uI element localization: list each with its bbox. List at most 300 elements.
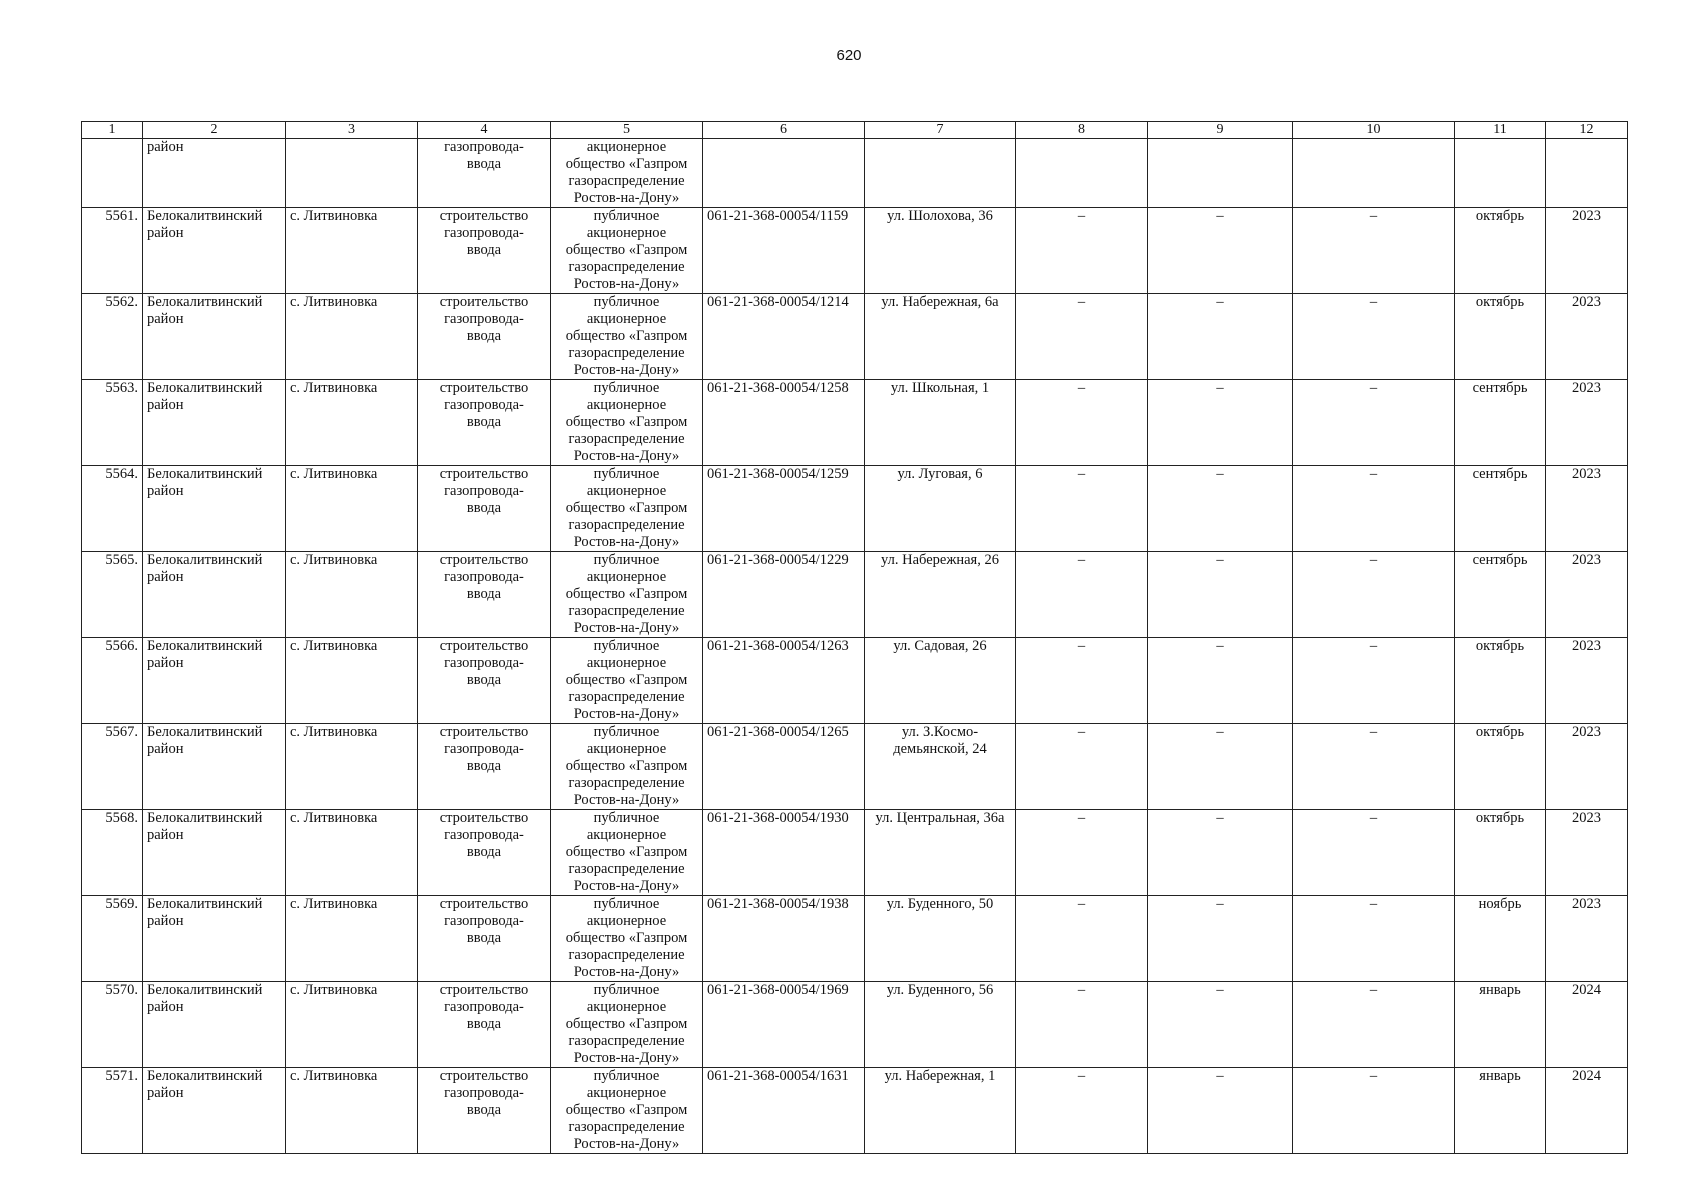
cell-year: 2023 xyxy=(1546,552,1628,638)
cell-organization xyxy=(551,208,703,294)
cell-col8: – xyxy=(1016,724,1148,810)
cell-organization xyxy=(551,1068,703,1154)
cell-month xyxy=(1455,139,1546,208)
cell-line: Ростов-на-Дону» xyxy=(573,878,680,894)
cell-line: ввода xyxy=(466,1102,502,1118)
cell-work xyxy=(418,139,551,208)
cell-line: район xyxy=(147,741,184,757)
cell-line: район xyxy=(147,397,184,413)
cell-number: 5569. xyxy=(82,896,143,982)
cell-line: публичное xyxy=(593,810,660,826)
cell-col9 xyxy=(1148,139,1293,208)
cell-line: строительство xyxy=(439,638,529,654)
column-header: 10 xyxy=(1293,122,1455,139)
cell-line: район xyxy=(147,311,184,327)
column-header: 3 xyxy=(286,122,418,139)
cell-address xyxy=(865,638,1016,724)
cell-organization xyxy=(551,139,703,208)
cell-line: район xyxy=(147,1085,184,1101)
cell-line: ул. Шолохова, 36 xyxy=(887,208,993,224)
cell-col8: – xyxy=(1016,982,1148,1068)
cell-line: газопровода- xyxy=(444,913,524,929)
cell-number: 5564. xyxy=(82,466,143,552)
cell-col8: – xyxy=(1016,294,1148,380)
cell-locality: с. Литвиновка xyxy=(286,380,418,466)
cell-col10 xyxy=(1293,139,1455,208)
cell-col10: – xyxy=(1293,724,1455,810)
column-header: 5 xyxy=(551,122,703,139)
cell-number: 5568. xyxy=(82,810,143,896)
cell-line: акционерное xyxy=(586,483,667,499)
cell-district xyxy=(143,466,286,552)
cell-work xyxy=(418,552,551,638)
cell-line: Белокалитвинский xyxy=(147,466,263,482)
cell-line: Белокалитвинский xyxy=(147,896,263,912)
table-row xyxy=(82,294,1628,380)
cell-organization xyxy=(551,466,703,552)
cell-col9: – xyxy=(1148,208,1293,294)
cell-line: акционерное xyxy=(586,225,667,241)
cell-line: строительство xyxy=(439,208,529,224)
cell-number xyxy=(82,139,143,208)
cell-line: строительство xyxy=(439,1068,529,1084)
cell-address xyxy=(865,982,1016,1068)
cell-month: январь xyxy=(1455,982,1546,1068)
cell-year: 2023 xyxy=(1546,208,1628,294)
cell-line: ввода xyxy=(466,930,502,946)
cell-line: общество «Газпром xyxy=(565,414,688,430)
cell-line: район xyxy=(147,569,184,585)
page-number: 620 xyxy=(836,47,862,64)
cell-line: общество «Газпром xyxy=(565,242,688,258)
cell-line: газораспределение xyxy=(568,603,685,619)
cell-line: ул. З.Космо- xyxy=(901,724,979,740)
column-header: 2 xyxy=(143,122,286,139)
cell-col10: – xyxy=(1293,380,1455,466)
cell-line: Ростов-на-Дону» xyxy=(573,362,680,378)
cell-work xyxy=(418,208,551,294)
cell-line: Белокалитвинский xyxy=(147,638,263,654)
cell-col10: – xyxy=(1293,208,1455,294)
column-header: 7 xyxy=(865,122,1016,139)
cell-work xyxy=(418,896,551,982)
cell-work xyxy=(418,982,551,1068)
cell-line: общество «Газпром xyxy=(565,500,688,516)
cell-locality: с. Литвиновка xyxy=(286,724,418,810)
cell-line: ввода xyxy=(466,672,502,688)
cell-district xyxy=(143,1068,286,1154)
cell-code: 061-21-368-00054/1263 xyxy=(703,638,865,724)
cell-month: октябрь xyxy=(1455,638,1546,724)
cell-month: январь xyxy=(1455,1068,1546,1154)
cell-line: общество «Газпром xyxy=(565,1102,688,1118)
cell-col9: – xyxy=(1148,552,1293,638)
cell-col10: – xyxy=(1293,294,1455,380)
cell-line: газопровода- xyxy=(444,139,524,155)
cell-code: 061-21-368-00054/1631 xyxy=(703,1068,865,1154)
cell-district xyxy=(143,552,286,638)
cell-col9: – xyxy=(1148,810,1293,896)
cell-line: акционерное xyxy=(586,827,667,843)
column-header: 8 xyxy=(1016,122,1148,139)
cell-col10: – xyxy=(1293,1068,1455,1154)
cell-line: газопровода- xyxy=(444,397,524,413)
cell-line: ввода xyxy=(466,242,502,258)
cell-line: акционерное xyxy=(586,139,667,155)
cell-line: газопровода- xyxy=(444,225,524,241)
cell-col9: – xyxy=(1148,294,1293,380)
cell-year xyxy=(1546,139,1628,208)
cell-number: 5563. xyxy=(82,380,143,466)
cell-district xyxy=(143,982,286,1068)
cell-line: акционерное xyxy=(586,999,667,1015)
cell-line: акционерное xyxy=(586,311,667,327)
cell-col9: – xyxy=(1148,638,1293,724)
cell-line: публичное xyxy=(593,466,660,482)
cell-work xyxy=(418,724,551,810)
cell-line: Ростов-на-Дону» xyxy=(573,1050,680,1066)
cell-line: строительство xyxy=(439,724,529,740)
cell-month: октябрь xyxy=(1455,208,1546,294)
cell-line: публичное xyxy=(593,982,660,998)
cell-line: акционерное xyxy=(586,569,667,585)
cell-district xyxy=(143,810,286,896)
cell-locality: с. Литвиновка xyxy=(286,982,418,1068)
cell-line: газораспределение xyxy=(568,431,685,447)
cell-line: Белокалитвинский xyxy=(147,724,263,740)
cell-col10: – xyxy=(1293,638,1455,724)
cell-line: газопровода- xyxy=(444,741,524,757)
cell-line: строительство xyxy=(439,552,529,568)
cell-code: 061-21-368-00054/1159 xyxy=(703,208,865,294)
cell-line: газораспределение xyxy=(568,775,685,791)
cell-number: 5566. xyxy=(82,638,143,724)
table-row xyxy=(82,982,1628,1068)
cell-line: Белокалитвинский xyxy=(147,294,263,310)
cell-year: 2023 xyxy=(1546,810,1628,896)
cell-col9: – xyxy=(1148,896,1293,982)
cell-line: газораспределение xyxy=(568,1119,685,1135)
cell-line: общество «Газпром xyxy=(565,930,688,946)
cell-work xyxy=(418,1068,551,1154)
cell-district xyxy=(143,380,286,466)
table-row xyxy=(82,208,1628,294)
cell-line: Ростов-на-Дону» xyxy=(573,964,680,980)
cell-number: 5562. xyxy=(82,294,143,380)
cell-month: ноябрь xyxy=(1455,896,1546,982)
cell-district xyxy=(143,208,286,294)
cell-line: ввода xyxy=(466,500,502,516)
cell-col8: – xyxy=(1016,552,1148,638)
cell-line: Белокалитвинский xyxy=(147,380,263,396)
table-row xyxy=(82,1068,1628,1154)
cell-col8: – xyxy=(1016,1068,1148,1154)
cell-line: район xyxy=(147,139,184,155)
cell-organization xyxy=(551,294,703,380)
cell-number: 5565. xyxy=(82,552,143,638)
cell-line: строительство xyxy=(439,466,529,482)
cell-code: 061-21-368-00054/1930 xyxy=(703,810,865,896)
cell-year: 2023 xyxy=(1546,724,1628,810)
cell-line: строительство xyxy=(439,896,529,912)
cell-work xyxy=(418,638,551,724)
cell-line: публичное xyxy=(593,1068,660,1084)
column-header: 9 xyxy=(1148,122,1293,139)
table-row xyxy=(82,380,1628,466)
cell-code: 061-21-368-00054/1265 xyxy=(703,724,865,810)
cell-code: 061-21-368-00054/1229 xyxy=(703,552,865,638)
cell-line: ул. Садовая, 26 xyxy=(893,638,987,654)
cell-line: демьянской, 24 xyxy=(893,741,987,757)
cell-organization xyxy=(551,982,703,1068)
cell-line: Белокалитвинский xyxy=(147,552,263,568)
cell-line: ввода xyxy=(466,844,502,860)
cell-line: район xyxy=(147,483,184,499)
cell-address xyxy=(865,294,1016,380)
cell-code: 061-21-368-00054/1259 xyxy=(703,466,865,552)
cell-line: газопровода- xyxy=(444,311,524,327)
cell-address xyxy=(865,466,1016,552)
cell-line: строительство xyxy=(439,810,529,826)
cell-month: сентябрь xyxy=(1455,466,1546,552)
cell-year: 2023 xyxy=(1546,294,1628,380)
cell-col9: – xyxy=(1148,466,1293,552)
cell-line: Белокалитвинский xyxy=(147,1068,263,1084)
cell-col10: – xyxy=(1293,552,1455,638)
cell-col9: – xyxy=(1148,724,1293,810)
cell-line: ввода xyxy=(466,758,502,774)
cell-line: ул. Набережная, 26 xyxy=(881,552,999,568)
cell-work xyxy=(418,810,551,896)
cell-col8: – xyxy=(1016,638,1148,724)
column-header: 11 xyxy=(1455,122,1546,139)
cell-line: Ростов-на-Дону» xyxy=(573,706,680,722)
cell-line: ул. Луговая, 6 xyxy=(897,466,983,482)
cell-line: Белокалитвинский xyxy=(147,982,263,998)
cell-year: 2024 xyxy=(1546,1068,1628,1154)
cell-line: газопровода- xyxy=(444,655,524,671)
cell-col8: – xyxy=(1016,208,1148,294)
cell-code: 061-21-368-00054/1258 xyxy=(703,380,865,466)
cell-year: 2023 xyxy=(1546,380,1628,466)
cell-district xyxy=(143,139,286,208)
cell-line: публичное xyxy=(593,380,660,396)
cell-line: ул. Буденного, 50 xyxy=(886,896,994,912)
cell-work xyxy=(418,380,551,466)
cell-district xyxy=(143,896,286,982)
cell-locality: с. Литвиновка xyxy=(286,638,418,724)
cell-number: 5567. xyxy=(82,724,143,810)
cell-locality: с. Литвиновка xyxy=(286,1068,418,1154)
cell-organization xyxy=(551,380,703,466)
cell-col10: – xyxy=(1293,810,1455,896)
cell-line: ул. Центральная, 36а xyxy=(875,810,1005,826)
cell-year: 2024 xyxy=(1546,982,1628,1068)
cell-line: ввода xyxy=(466,156,502,172)
cell-year: 2023 xyxy=(1546,466,1628,552)
cell-line: газопровода- xyxy=(444,999,524,1015)
cell-line: газопровода- xyxy=(444,483,524,499)
cell-line: публичное xyxy=(593,552,660,568)
cell-line: публичное xyxy=(593,208,660,224)
table-row xyxy=(82,552,1628,638)
cell-district xyxy=(143,638,286,724)
cell-line: ул. Набережная, 6а xyxy=(881,294,999,310)
cell-line: газопровода- xyxy=(444,569,524,585)
cell-line: Ростов-на-Дону» xyxy=(573,448,680,464)
cell-work xyxy=(418,294,551,380)
cell-organization xyxy=(551,810,703,896)
cell-organization xyxy=(551,638,703,724)
cell-work xyxy=(418,466,551,552)
cell-col9: – xyxy=(1148,982,1293,1068)
cell-month: октябрь xyxy=(1455,724,1546,810)
column-header: 12 xyxy=(1546,122,1628,139)
cell-address xyxy=(865,139,1016,208)
cell-line: Белокалитвинский xyxy=(147,810,263,826)
cell-code: 061-21-368-00054/1969 xyxy=(703,982,865,1068)
cell-code: 061-21-368-00054/1214 xyxy=(703,294,865,380)
cell-line: Белокалитвинский xyxy=(147,208,263,224)
cell-line: Ростов-на-Дону» xyxy=(573,792,680,808)
cell-line: газораспределение xyxy=(568,173,685,189)
table-body xyxy=(82,139,1628,1154)
cell-district xyxy=(143,294,286,380)
cell-line: акционерное xyxy=(586,397,667,413)
cell-line: ул. Набережная, 1 xyxy=(884,1068,996,1084)
cell-locality xyxy=(286,139,418,208)
column-header: 6 xyxy=(703,122,865,139)
cell-district xyxy=(143,724,286,810)
cell-organization xyxy=(551,552,703,638)
table-row xyxy=(82,466,1628,552)
cell-col9: – xyxy=(1148,1068,1293,1154)
cell-organization xyxy=(551,724,703,810)
cell-line: ввода xyxy=(466,328,502,344)
cell-year: 2023 xyxy=(1546,896,1628,982)
cell-code xyxy=(703,139,865,208)
cell-line: строительство xyxy=(439,982,529,998)
table-row xyxy=(82,810,1628,896)
cell-line: газораспределение xyxy=(568,689,685,705)
cell-line: Ростов-на-Дону» xyxy=(573,276,680,292)
cell-line: газопровода- xyxy=(444,1085,524,1101)
cell-line: район xyxy=(147,913,184,929)
cell-locality: с. Литвиновка xyxy=(286,294,418,380)
cell-line: газораспределение xyxy=(568,517,685,533)
cell-line: акционерное xyxy=(586,913,667,929)
cell-col8 xyxy=(1016,139,1148,208)
cell-line: ввода xyxy=(466,1016,502,1032)
cell-line: Ростов-на-Дону» xyxy=(573,620,680,636)
cell-month: сентябрь xyxy=(1455,552,1546,638)
cell-address xyxy=(865,380,1016,466)
cell-line: ул. Школьная, 1 xyxy=(890,380,990,396)
cell-address xyxy=(865,810,1016,896)
cell-col8: – xyxy=(1016,380,1148,466)
cell-line: газораспределение xyxy=(568,259,685,275)
column-header: 1 xyxy=(82,122,143,139)
cell-month: октябрь xyxy=(1455,294,1546,380)
cell-line: общество «Газпром xyxy=(565,328,688,344)
cell-locality: с. Литвиновка xyxy=(286,896,418,982)
cell-line: ул. Буденного, 56 xyxy=(886,982,994,998)
cell-address xyxy=(865,552,1016,638)
cell-col9: – xyxy=(1148,380,1293,466)
cell-line: Ростов-на-Дону» xyxy=(573,190,680,206)
data-table xyxy=(81,121,1628,1154)
cell-locality: с. Литвиновка xyxy=(286,208,418,294)
cell-line: район xyxy=(147,827,184,843)
cell-line: общество «Газпром xyxy=(565,586,688,602)
cell-col8: – xyxy=(1016,896,1148,982)
cell-month: октябрь xyxy=(1455,810,1546,896)
cell-line: общество «Газпром xyxy=(565,1016,688,1032)
table-row xyxy=(82,638,1628,724)
cell-line: публичное xyxy=(593,294,660,310)
column-number-row xyxy=(82,122,1628,139)
cell-line: акционерное xyxy=(586,741,667,757)
cell-line: публичное xyxy=(593,638,660,654)
cell-locality: с. Литвиновка xyxy=(286,552,418,638)
cell-line: район xyxy=(147,655,184,671)
cell-line: газораспределение xyxy=(568,947,685,963)
cell-line: район xyxy=(147,999,184,1015)
cell-line: Ростов-на-Дону» xyxy=(573,534,680,550)
continuation-row xyxy=(82,139,1628,208)
cell-col10: – xyxy=(1293,982,1455,1068)
cell-line: газораспределение xyxy=(568,1033,685,1049)
column-header: 4 xyxy=(418,122,551,139)
cell-number: 5570. xyxy=(82,982,143,1068)
cell-address xyxy=(865,208,1016,294)
cell-line: публичное xyxy=(593,724,660,740)
cell-col10: – xyxy=(1293,466,1455,552)
cell-line: ввода xyxy=(466,414,502,430)
cell-address xyxy=(865,1068,1016,1154)
cell-line: Ростов-на-Дону» xyxy=(573,1136,680,1152)
cell-line: общество «Газпром xyxy=(565,672,688,688)
cell-month: сентябрь xyxy=(1455,380,1546,466)
cell-line: общество «Газпром xyxy=(565,844,688,860)
cell-line: акционерное xyxy=(586,1085,667,1101)
cell-line: газораспределение xyxy=(568,345,685,361)
cell-number: 5561. xyxy=(82,208,143,294)
cell-line: общество «Газпром xyxy=(565,156,688,172)
cell-line: газораспределение xyxy=(568,861,685,877)
cell-code: 061-21-368-00054/1938 xyxy=(703,896,865,982)
cell-line: строительство xyxy=(439,294,529,310)
cell-col10: – xyxy=(1293,896,1455,982)
table-header xyxy=(82,122,1628,139)
cell-organization xyxy=(551,896,703,982)
cell-line: публичное xyxy=(593,896,660,912)
cell-line: строительство xyxy=(439,380,529,396)
cell-number: 5571. xyxy=(82,1068,143,1154)
cell-line: ввода xyxy=(466,586,502,602)
cell-line: общество «Газпром xyxy=(565,758,688,774)
cell-address xyxy=(865,724,1016,810)
cell-col8: – xyxy=(1016,810,1148,896)
cell-year: 2023 xyxy=(1546,638,1628,724)
table-row xyxy=(82,896,1628,982)
cell-line: акционерное xyxy=(586,655,667,671)
cell-col8: – xyxy=(1016,466,1148,552)
cell-locality: с. Литвиновка xyxy=(286,810,418,896)
cell-address xyxy=(865,896,1016,982)
cell-line: газопровода- xyxy=(444,827,524,843)
cell-line: район xyxy=(147,225,184,241)
